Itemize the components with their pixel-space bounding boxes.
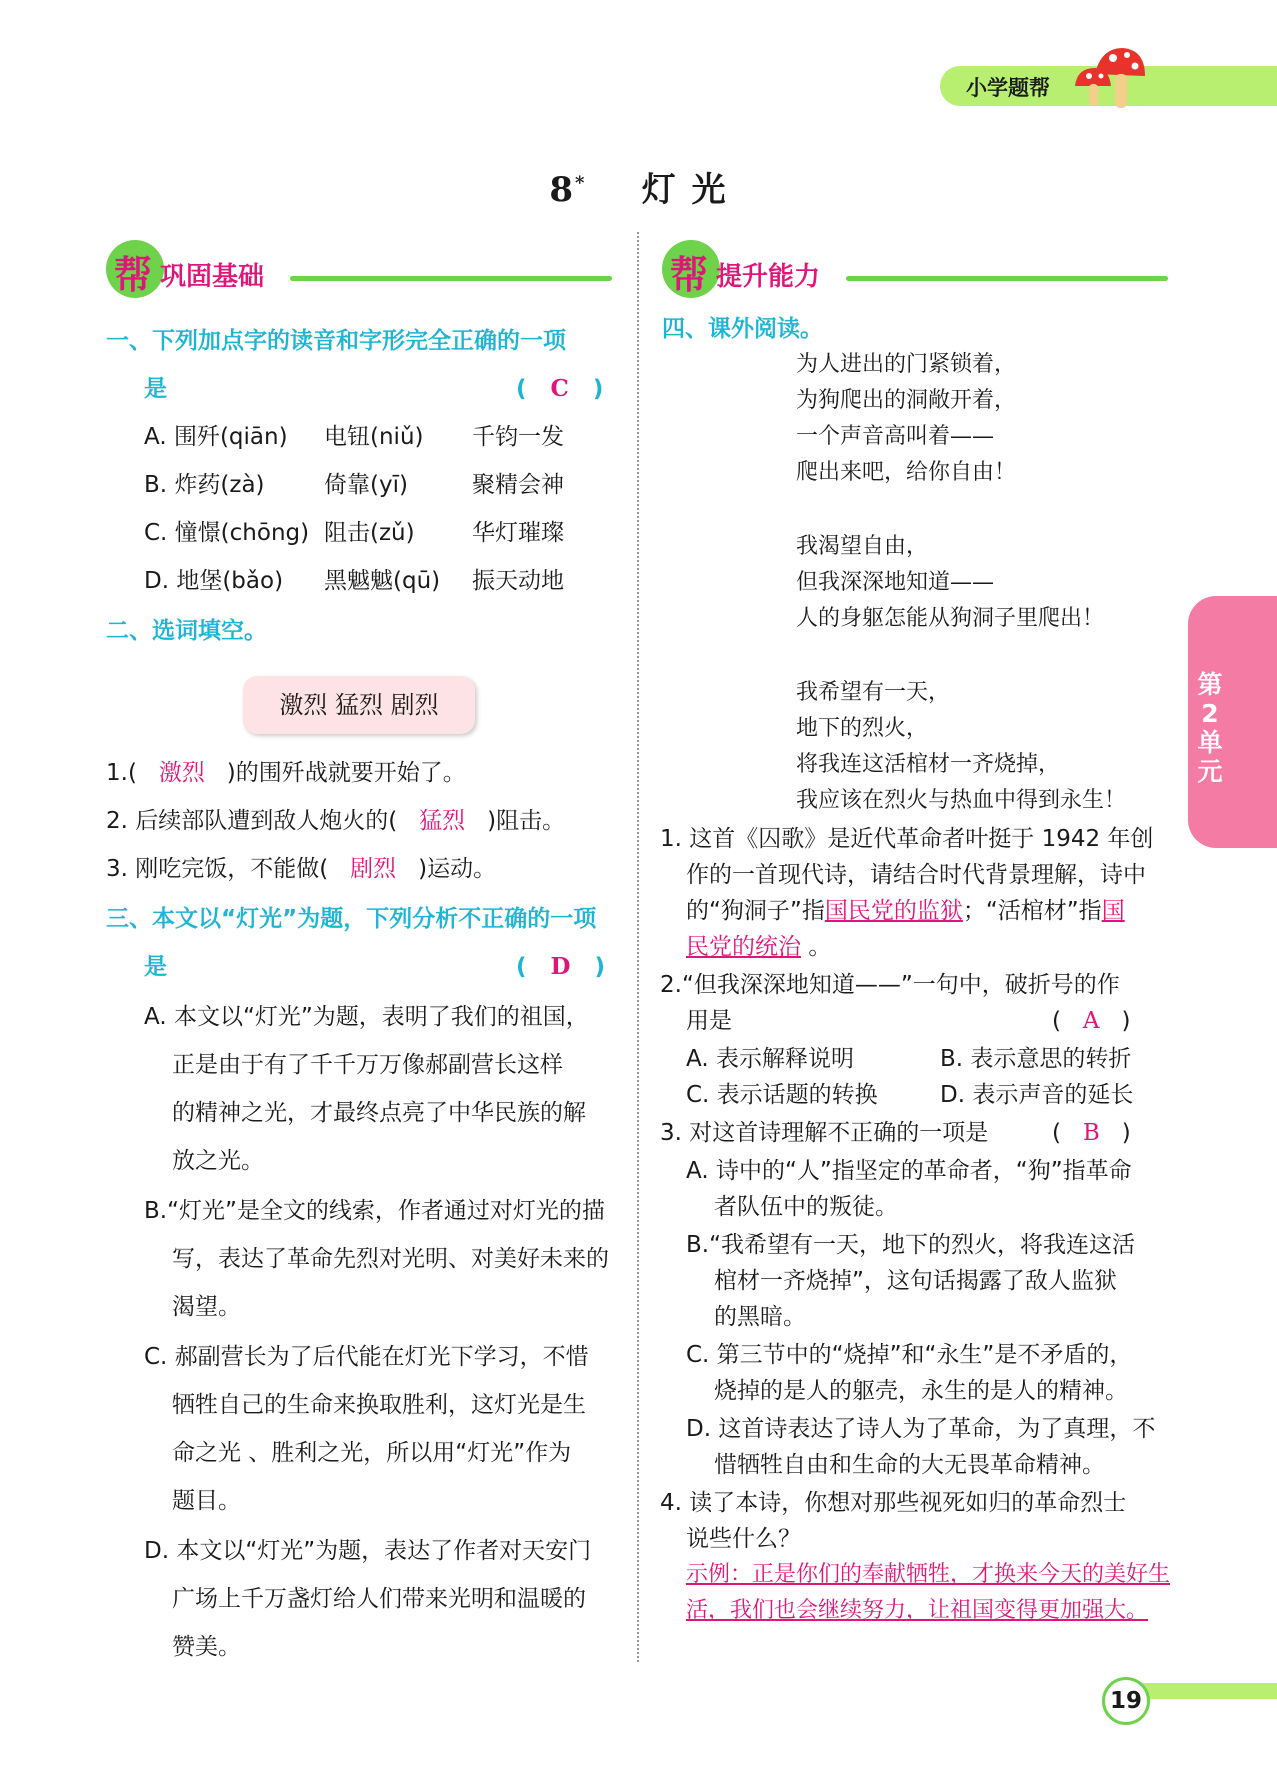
column-divider <box>637 232 639 1662</box>
brand-name: 小学题帮 <box>966 76 1050 100</box>
rq1-line: 作的一首现代诗，请结合时代背景理解，诗中 <box>686 862 1146 888</box>
q2-item-2: 2. 后续部队遭到敌人炮火的( 猛烈 )阻击。 <box>106 808 566 834</box>
rq3-answer-bracket: ( B ) <box>1052 1120 1131 1146</box>
poem-line: 但我深深地知道—— <box>796 570 995 595</box>
q1-option-c: C. 憧憬(chōng) <box>144 520 310 546</box>
unit-label: 第2单元 <box>1197 670 1223 786</box>
q3-line: C. 郝副营长为了后代能在灯光下学习，不惜 <box>144 1344 589 1370</box>
q3-stem: 三、本文以“灯光”为题，下列分析不正确的一项 <box>106 906 597 932</box>
mushroom-icon <box>1065 46 1145 110</box>
q3-line: A. 本文以“灯光”为题，表明了我们的祖国， <box>144 1004 589 1030</box>
q1-option-c-2: 阻击(zǔ) <box>324 520 415 546</box>
word-choice-box: 激烈 猛烈 剧烈 <box>243 676 475 734</box>
q1-option-c-3: 华灯璀璨 <box>472 520 564 546</box>
lesson-title: 8* 灯 光 <box>549 170 728 210</box>
rq2-option: D. 表示声音的延长 <box>940 1082 1134 1108</box>
poem-line: 爬出来吧，给你自由！ <box>796 460 1017 485</box>
rq3-line: D. 这首诗表达了诗人为了革命，为了真理，不 <box>686 1416 1156 1442</box>
q2-item-1: 1.( 激烈 )的围歼战就要开始了。 <box>106 760 466 786</box>
q3-line: 的精神之光，才最终点亮了中华民族的解 <box>172 1100 586 1126</box>
q1-option-a: A. 围歼(qiān) <box>144 424 288 450</box>
poem-line: 一个声音高叫着—— <box>796 424 995 449</box>
rq3-line: 的黑暗。 <box>714 1304 806 1330</box>
q1-stem-cont: 是 <box>144 376 167 402</box>
rq3-line: 者队伍中的叛徒。 <box>714 1194 898 1220</box>
q3-line: 广场上千万盏灯给人们带来光明和温暖的 <box>172 1586 586 1612</box>
poem-line: 地下的烈火， <box>796 716 929 741</box>
rq4-line: 4. 读了本诗，你想对那些视死如归的革命烈士 <box>660 1490 1127 1516</box>
q3-line: 命之光 、胜利之光，所以用“灯光”作为 <box>172 1440 572 1466</box>
q2-item-3: 3. 刚吃完饭，不能做( 剧烈 )运动。 <box>106 856 497 882</box>
rq2-option: B. 表示意思的转折 <box>940 1046 1132 1072</box>
q1-stem: 一、下列加点字的读音和字形完全正确的一项 <box>106 328 566 354</box>
poem-line: 将我连这活棺材一齐烧掉， <box>796 752 1061 777</box>
q1-answer-bracket: ( C ) <box>516 375 604 402</box>
q3-line: D. 本文以“灯光”为题，表达了作者对天安门 <box>144 1538 592 1564</box>
q3-line: B.“灯光”是全文的线索，作者通过对灯光的描 <box>144 1198 605 1224</box>
q1-option-d-2: 黑魆魆(qū) <box>324 568 441 594</box>
poem-line: 我希望有一天， <box>796 680 951 705</box>
rq2-option: A. 表示解释说明 <box>686 1046 854 1072</box>
q1-option-a-3: 千钧一发 <box>472 424 564 450</box>
rq3-line: 烧掉的是人的躯壳，永生的是人的精神。 <box>714 1378 1128 1404</box>
rq4-answer: 示例：正是你们的奉献牺牲，才换来今天的美好生 <box>686 1562 1171 1587</box>
q3-line: 放之光。 <box>172 1148 264 1174</box>
q3-line: 渴望。 <box>172 1294 241 1320</box>
section-title: 提升能力 <box>716 262 821 292</box>
q2-stem: 二、选词填空。 <box>106 618 267 644</box>
q1-option-d: D. 地堡(bǎo) <box>144 568 284 594</box>
q3-line: 牺牲自己的生命来换取胜利，这灯光是生 <box>172 1392 586 1418</box>
q3-line: 正是由于有了千千万万像郝副营长这样 <box>172 1052 563 1078</box>
rq3-line: B.“我希望有一天，地下的烈火，将我连这活 <box>686 1232 1136 1258</box>
q3-line: 题目。 <box>172 1488 241 1514</box>
q1-option-a-2: 电钮(niǔ) <box>324 424 424 450</box>
poem-line: 我应该在烈火与热血中得到永生！ <box>796 788 1127 813</box>
q1-option-b-3: 聚精会神 <box>472 472 564 498</box>
rq4-line: 说些什么？ <box>686 1526 801 1552</box>
q1-option-b-2: 倚靠(yī) <box>324 472 408 498</box>
rq1-line: 的“狗洞子”指国民党的监狱；“活棺材”指国 <box>686 898 1125 924</box>
rq2-line: 2.“但我深深地知道——”一句中，破折号的作 <box>660 972 1120 998</box>
q3-stem-cont: 是 <box>144 954 167 980</box>
poem-line: 人的身躯怎能从狗洞子里爬出！ <box>796 606 1105 631</box>
rq2-answer-bracket: ( A ) <box>1052 1008 1131 1034</box>
rq4-answer: 活，我们也会继续努力，让祖国变得更加强大。 <box>686 1598 1149 1623</box>
section-header-improve: 帮 提升能力 <box>662 240 1168 300</box>
poem-line: 我渴望自由， <box>796 534 929 559</box>
poem-line: 为人进出的门紧锁着， <box>796 352 1017 377</box>
q3-line: 赞美。 <box>172 1634 241 1660</box>
rq3-line: 惜牺牲自由和生命的大无畏革命精神。 <box>714 1452 1105 1478</box>
rq3-line: 棺材一齐烧掉”，这句话揭露了敌人监狱 <box>714 1268 1117 1294</box>
page-number: 19 <box>1102 1677 1150 1725</box>
rq3-stem: 3. 对这首诗理解不正确的一项是 <box>660 1120 989 1146</box>
rq3-line: C. 第三节中的“烧掉”和“永生”是不矛盾的， <box>686 1342 1133 1368</box>
q1-option-b: B. 炸药(zà) <box>144 472 265 498</box>
poem-line: 为狗爬出的洞敞开着， <box>796 388 1017 413</box>
rq1-line: 1. 这首《囚歌》是近代革命者叶挺于 1942 年创 <box>660 826 1154 852</box>
rq2-line: 用是 <box>686 1008 732 1034</box>
rq3-line: A. 诗中的“人”指坚定的革命者，“狗”指革命 <box>686 1158 1132 1184</box>
rq2-option: C. 表示话题的转换 <box>686 1082 878 1108</box>
q4-stem: 四、课外阅读。 <box>662 316 823 342</box>
q3-line: 写，表达了革命先烈对光明、对美好未来的 <box>172 1246 609 1272</box>
q1-option-d-3: 振天动地 <box>472 568 564 594</box>
section-header-basics: 帮 巩固基础 <box>106 240 612 300</box>
rq1-line: 民党的统治 。 <box>686 934 832 960</box>
q3-answer-bracket: ( D ) <box>516 953 606 980</box>
section-title: 巩固基础 <box>160 262 265 292</box>
